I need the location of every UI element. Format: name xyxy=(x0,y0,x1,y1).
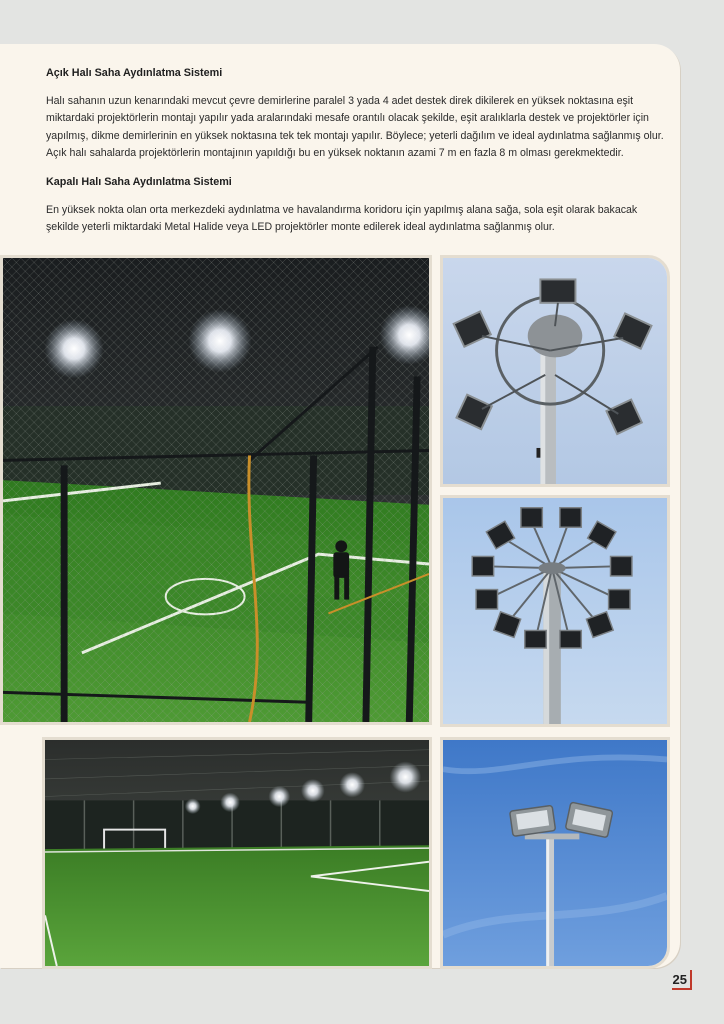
two-head-pole-floodlight-photo xyxy=(440,737,670,969)
multi-head-pole-floodlight-photo xyxy=(440,495,670,727)
text-content xyxy=(46,65,668,249)
section-heading-outdoor: Açık Halı Saha Aydınlatma Sistemi xyxy=(46,67,223,79)
ring-pole-floodlight-photo xyxy=(440,255,670,487)
section-body-indoor: En yüksek nokta olan orta merkezdeki aydınlatma ve havalandırma koridoru için yapılmış alana sağa, sola eşit olarak bakacak şekilde yeterli miktardaki Metal Halide veya LED projektörler monte edilerek ideal aydınlatma sağlanmış olur. xyxy=(46,204,638,234)
page-number: 25 xyxy=(672,970,692,990)
section-body-outdoor: Halı sahanın uzun kenarındaki mevcut çevre demirlerine paralel 3 yada 4 adet destek direk dikilerek en yüksek noktasına eşit miktardaki projektörlerin montajı yapılır yada aralarındaki mesafe orantılı olacak şekilde, eşit aralıklarla destek ve projektörler için yapılmış, dikme demirlerinin en yüksek noktasına tek tek montajı yapılır. Böylece; yeterli dağılım ve ideal aydınlatma sağlanmış olur. Açık halı sahalarda projektörlerin montajının yapıldığı bu en yüksek noktanın azami 7 m en fazla 8 m olması gerekmektedir. xyxy=(46,95,664,159)
outdoor-pitch-night-photo xyxy=(0,255,432,725)
indoor-pitch-photo xyxy=(42,737,432,969)
section-heading-indoor: Kapalı Halı Saha Aydınlatma Sistemi xyxy=(46,176,232,189)
